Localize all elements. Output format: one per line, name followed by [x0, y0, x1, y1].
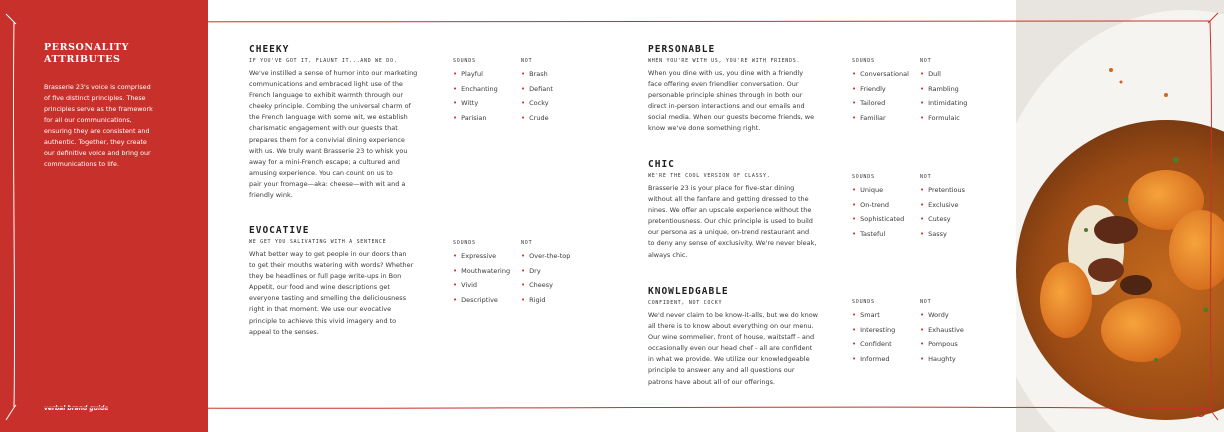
bullet-icon: •: [920, 354, 925, 363]
section-body: [249, 249, 434, 338]
sounds-list: [852, 58, 909, 125]
bullet-icon: •: [521, 281, 526, 289]
bullet-icon: •: [920, 340, 925, 348]
body-line: all there is to know about everything on our menu.: [648, 322, 814, 331]
bullet-icon: •: [852, 200, 857, 209]
body-line: appeal to the senses.: [249, 327, 319, 336]
title-line: ATTRIBUTES: [44, 54, 121, 65]
footer-signature: verbal brand guide: [44, 405, 109, 412]
bullet-icon: •: [852, 70, 857, 78]
list-item: [453, 264, 510, 279]
item-label: Rambling: [928, 84, 959, 93]
section-subtitle: CONFIDENT, NOT COCKY: [648, 300, 723, 306]
bullet-icon: •: [453, 99, 458, 107]
item-label: On-trend: [860, 200, 890, 209]
body-line: principle to answer any and all questions our: [648, 366, 795, 375]
item-label: Unique: [860, 186, 884, 194]
item-label: Parisian: [461, 113, 487, 122]
section-evocative: [249, 225, 434, 338]
item-label: Informed: [860, 354, 890, 363]
item-label: Playful: [461, 70, 483, 78]
item-label: Familiar: [860, 113, 886, 122]
intro-line: our definitive voice and bring our: [44, 149, 151, 157]
list-item: [453, 67, 498, 82]
intro-line: communications to life.: [44, 160, 119, 168]
list-item: [521, 293, 570, 308]
list-item: [453, 293, 510, 308]
bullet-icon: •: [852, 354, 857, 363]
bullet-icon: •: [920, 229, 925, 238]
item-label: Smart: [860, 311, 880, 319]
list-item: [920, 82, 967, 97]
body-line: amusing experience. You can count on us to: [249, 168, 393, 177]
item-label: Brash: [529, 70, 548, 78]
bullet-icon: •: [453, 70, 458, 78]
list-item: [852, 352, 895, 367]
bullet-icon: •: [521, 113, 526, 122]
list-item: [920, 96, 967, 111]
body-line: personable principle shines through in both our: [648, 91, 803, 100]
bullet-icon: •: [920, 311, 925, 319]
item-label: Confident: [860, 340, 892, 348]
body-line: communications and embraced light use of the: [249, 80, 403, 89]
bullet-icon: •: [852, 186, 857, 194]
sounds-header: SOUNDS: [852, 174, 875, 180]
list-item: [852, 323, 895, 338]
item-label: Sassy: [928, 229, 947, 238]
item-label: Mouthwatering: [461, 266, 511, 275]
bullet-icon: •: [920, 113, 925, 122]
list-item: [852, 183, 904, 198]
body-line: French language to exhibit warmth through our: [249, 91, 404, 100]
list-item: [852, 198, 904, 213]
item-label: Defiant: [529, 84, 553, 93]
list-item: [920, 308, 964, 323]
item-label: Crude: [529, 113, 549, 122]
body-line: We'd never claim to be know-it-alls, but we do know: [648, 311, 818, 319]
not-list: [521, 58, 553, 125]
list-item: [453, 82, 498, 97]
item-label: Conversational: [860, 70, 909, 78]
item-label: Haughty: [928, 354, 956, 363]
body-line: nines. We offer an upscale experience without the: [648, 206, 812, 215]
not-header: NOT: [920, 58, 932, 64]
item-label: Intimidating: [928, 99, 968, 107]
section-body: [648, 310, 833, 388]
body-line: Appetit, our food and wine descriptions get: [249, 283, 390, 292]
section-title: CHEEKY: [249, 44, 290, 55]
list-item: [521, 278, 570, 293]
bullet-icon: •: [920, 325, 925, 334]
shrimp-dish-image: [1016, 0, 1224, 432]
body-line: direct in-person interactions and our emails and: [648, 102, 805, 111]
list-item: [852, 212, 904, 227]
bullet-icon: •: [920, 70, 925, 78]
sidebar: [0, 0, 208, 432]
item-label: Descriptive: [461, 295, 498, 304]
section-title: CHIC: [648, 159, 675, 170]
list-item: [852, 111, 909, 126]
list-item: [920, 183, 965, 198]
body-line: pretentiousness. Our chic principle is used to build: [648, 217, 813, 226]
body-line: with us. We truly want Brasserie 23 to whisk you: [249, 146, 408, 155]
not-header: NOT: [920, 299, 932, 305]
bullet-icon: •: [453, 113, 458, 122]
list-item: [521, 96, 553, 111]
section-knowledgable: [648, 286, 833, 388]
bullet-icon: •: [521, 266, 526, 275]
list-item: [453, 96, 498, 111]
item-label: Exhaustive: [928, 325, 964, 334]
intro-line: ensuring they are consistent and: [44, 127, 150, 135]
section-title: KNOWLEDGABLE: [648, 286, 729, 297]
item-label: Tasteful: [860, 229, 886, 238]
body-line: Brasserie 23 is your place for five-star dining: [648, 184, 795, 192]
body-line: When you dine with us, you dine with a friendly: [648, 69, 804, 77]
bullet-icon: •: [852, 340, 857, 348]
bullet-icon: •: [521, 99, 526, 107]
section-title: PERSONABLE: [648, 44, 716, 55]
sounds-list: [852, 174, 904, 241]
body-line: friendly wink.: [249, 191, 293, 200]
food-photo: [1016, 0, 1224, 432]
page-title: [44, 42, 194, 66]
list-item: [521, 264, 570, 279]
body-line: away for a mini-French escape; a cultured and: [249, 157, 400, 166]
list-item: [852, 67, 909, 82]
title-line: PERSONALITY: [44, 42, 130, 53]
item-label: Pretentious: [928, 186, 965, 194]
list-item: [453, 249, 510, 264]
body-line: face offering even friendlier conversation. Our: [648, 80, 799, 89]
not-list: [521, 240, 570, 307]
item-label: Over-the-top: [529, 252, 571, 260]
not-header: NOT: [521, 240, 533, 246]
list-item: [920, 212, 965, 227]
bullet-icon: •: [852, 325, 857, 334]
list-item: [453, 278, 510, 293]
section-body: [648, 183, 833, 261]
bullet-icon: •: [521, 84, 526, 93]
list-item: [521, 67, 553, 82]
body-line: cheeky principle. Combing the universal charm of: [249, 102, 411, 111]
list-item: [852, 337, 895, 352]
body-line: everyone tasting and smelling the deliciousness: [249, 294, 407, 303]
list-item: [852, 308, 895, 323]
bullet-icon: •: [453, 281, 458, 289]
bullet-icon: •: [453, 266, 458, 275]
sounds-header: SOUNDS: [852, 58, 875, 64]
sounds-list: [453, 58, 498, 125]
not-header: NOT: [920, 174, 932, 180]
item-label: Witty: [461, 99, 479, 107]
list-item: [920, 337, 964, 352]
body-line: We've instilled a sense of humor into our marketing: [249, 69, 418, 77]
not-list: [920, 174, 965, 241]
body-line: without all the fanfare and getting dressed to the: [648, 195, 809, 204]
item-label: Interesting: [860, 325, 896, 334]
sounds-list: [852, 299, 895, 366]
section-subtitle: WE GET YOU SALIVATING WITH A SENTENCE: [249, 239, 387, 245]
section-title: EVOCATIVE: [249, 225, 310, 236]
bullet-icon: •: [920, 99, 925, 107]
page-number: 7: [1195, 406, 1206, 417]
section-cheeky: [249, 44, 434, 201]
section-personable: [648, 44, 833, 135]
item-label: Expressive: [461, 252, 497, 260]
list-item: [920, 352, 964, 367]
list-item: [852, 96, 909, 111]
sounds-header: SOUNDS: [453, 58, 476, 64]
bullet-icon: •: [453, 252, 458, 260]
section-subtitle: WE'RE THE COOL VERSION OF CLASSY.: [648, 173, 771, 179]
body-line: Our wine sommelier, front of house, waitstaff - and: [648, 333, 815, 342]
bullet-icon: •: [852, 215, 857, 223]
bullet-icon: •: [852, 311, 857, 319]
intro-text: [44, 82, 172, 170]
bullet-icon: •: [920, 186, 925, 194]
item-label: Pompous: [928, 340, 958, 348]
item-label: Rigid: [529, 295, 546, 304]
list-item: [920, 198, 965, 213]
section-body: [249, 68, 434, 201]
section-subtitle: IF YOU'VE GOT IT, FLAUNT IT...AND WE DO.: [249, 58, 398, 64]
sounds-header: SOUNDS: [453, 240, 476, 246]
item-label: Dull: [928, 70, 941, 78]
body-line: know we've done something right.: [648, 124, 761, 133]
list-item: [920, 227, 965, 242]
body-line: What better way to get people in our doors than: [249, 250, 407, 258]
list-item: [521, 249, 570, 264]
body-line: prepares them for a convivial dining experience: [249, 135, 405, 144]
section-body: [648, 68, 833, 135]
body-line: patrons have about all of our offerings.: [648, 377, 776, 386]
bullet-icon: •: [521, 252, 526, 260]
not-list: [920, 58, 967, 125]
intro-line: principles serve as the framework: [44, 105, 153, 113]
bullet-icon: •: [920, 215, 925, 223]
intro-line: for all our communications,: [44, 116, 132, 124]
body-line: pair your fromage—aka: cheese—with wit and a: [249, 179, 406, 188]
not-list: [920, 299, 964, 366]
sounds-list: [453, 240, 510, 307]
list-item: [920, 67, 967, 82]
item-label: Vivid: [461, 281, 478, 289]
item-label: Cocky: [529, 99, 549, 107]
intro-line: of five distinct principles. These: [44, 94, 146, 102]
list-item: [453, 111, 498, 126]
bullet-icon: •: [852, 84, 857, 93]
section-chic: [648, 159, 833, 261]
list-item: [521, 111, 553, 126]
body-line: charismatic engagement with our guests that: [249, 124, 398, 133]
intro-line: authentic. Together, they create: [44, 138, 147, 146]
item-label: Tailored: [860, 99, 886, 107]
bullet-icon: •: [852, 99, 857, 107]
body-line: always chic.: [648, 250, 688, 259]
body-line: right in that moment. We use our evocative: [249, 305, 392, 314]
item-label: Exclusive: [928, 200, 959, 209]
body-line: to get their mouths watering with words? Whether: [249, 261, 414, 270]
body-line: occasionally even our head chef - all are confident: [648, 344, 813, 353]
body-line: they be headlines or full page write-ups in Bon: [249, 272, 402, 281]
item-label: Dry: [529, 266, 541, 275]
bullet-icon: •: [852, 229, 857, 238]
not-header: NOT: [521, 58, 533, 64]
item-label: Wordy: [928, 311, 949, 319]
list-item: [852, 227, 904, 242]
body-line: social media. When our guests become friends, we: [648, 113, 815, 122]
intro-line: Brasserie 23's voice is comprised: [44, 83, 151, 91]
item-label: Cheesy: [529, 281, 554, 289]
item-label: Cutesy: [928, 215, 951, 223]
list-item: [852, 82, 909, 97]
list-item: [920, 323, 964, 338]
item-label: Friendly: [860, 84, 886, 93]
bullet-icon: •: [453, 84, 458, 93]
body-line: principle to achieve this vivid imagery and to: [249, 316, 397, 325]
item-label: Formulaic: [928, 113, 960, 122]
bullet-icon: •: [920, 200, 925, 209]
bullet-icon: •: [453, 295, 458, 304]
list-item: [521, 82, 553, 97]
body-line: in what we provide. We utilize our knowledgeable: [648, 355, 810, 364]
bullet-icon: •: [920, 84, 925, 93]
body-line: to deny any sense of exclusivity. We're never bleak,: [648, 239, 817, 248]
body-line: the French language with some wit, we establish: [249, 113, 408, 122]
sounds-header: SOUNDS: [852, 299, 875, 305]
body-line: our persona as a unique, on-trend restaurant and: [648, 228, 810, 237]
item-label: Enchanting: [461, 84, 498, 93]
item-label: Sophisticated: [860, 215, 905, 223]
bullet-icon: •: [521, 295, 526, 304]
bullet-icon: •: [521, 70, 526, 78]
section-subtitle: WHEN YOU'RE WITH US, YOU'RE WITH FRIENDS.: [648, 58, 801, 64]
bullet-icon: •: [852, 113, 857, 122]
list-item: [920, 111, 967, 126]
